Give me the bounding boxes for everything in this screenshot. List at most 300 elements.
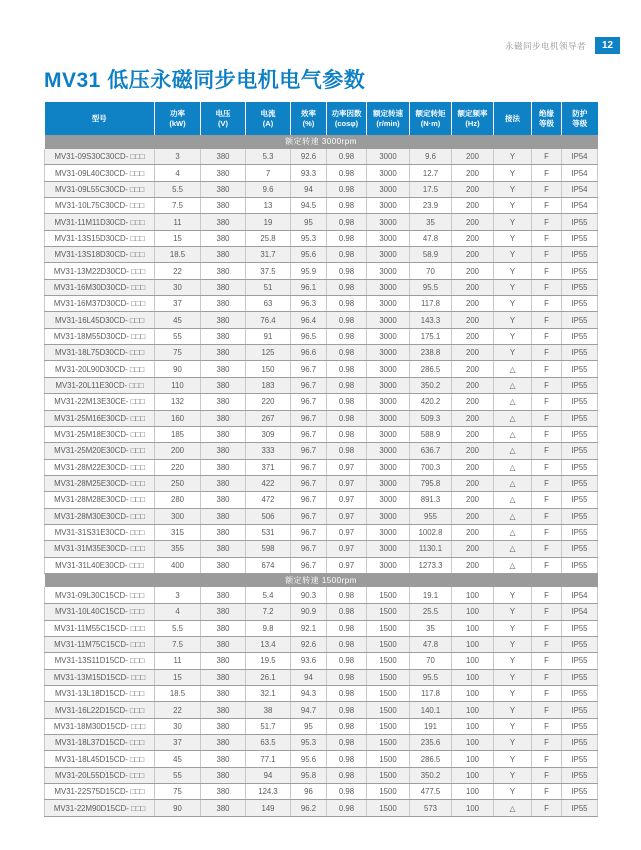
value-cell: 32.1 — [246, 686, 291, 702]
value-cell: 0.97 — [327, 459, 367, 475]
value-cell: 795.8 — [410, 475, 452, 491]
value-cell: 100 — [452, 735, 494, 751]
value-cell: 220 — [155, 459, 201, 475]
value-cell: 96.7 — [291, 361, 327, 377]
value-cell: 200 — [452, 345, 494, 361]
value-cell: 380 — [201, 669, 246, 685]
value-cell: 92.1 — [291, 620, 327, 636]
value-cell: 15 — [155, 669, 201, 685]
value-cell: 51 — [246, 279, 291, 295]
value-cell: △ — [494, 426, 532, 442]
value-cell: 380 — [201, 718, 246, 734]
value-cell: 477.5 — [410, 784, 452, 800]
value-cell: 96.7 — [291, 475, 327, 491]
value-cell: 150 — [246, 361, 291, 377]
value-cell: 11 — [155, 214, 201, 230]
value-cell: 380 — [201, 541, 246, 557]
value-cell: 26.1 — [246, 669, 291, 685]
value-cell: 0.98 — [327, 263, 367, 279]
value-cell: IP55 — [562, 653, 598, 669]
model-cell: MV31-16L45D30CD- □□□ — [45, 312, 155, 328]
value-cell: 96.7 — [291, 394, 327, 410]
value-cell: F — [532, 557, 562, 573]
value-cell: 1500 — [367, 702, 410, 718]
value-cell: Y — [494, 149, 532, 165]
value-cell: 220 — [246, 394, 291, 410]
value-cell: 92.6 — [291, 636, 327, 652]
value-cell: F — [532, 784, 562, 800]
value-cell: 3000 — [367, 394, 410, 410]
value-cell: F — [532, 279, 562, 295]
value-cell: Y — [494, 214, 532, 230]
value-cell: 0.98 — [327, 279, 367, 295]
value-cell: IP55 — [562, 508, 598, 524]
value-cell: 380 — [201, 604, 246, 620]
column-header-5: 效率 (%) — [291, 102, 327, 135]
value-cell: 200 — [452, 181, 494, 197]
value-cell: 3 — [155, 587, 201, 603]
value-cell: 380 — [201, 296, 246, 312]
model-cell: MV31-20L11E30CD- □□□ — [45, 377, 155, 393]
value-cell: 0.98 — [327, 296, 367, 312]
table-row — [45, 149, 598, 165]
value-cell: 92.6 — [291, 149, 327, 165]
value-cell: 1500 — [367, 735, 410, 751]
value-cell: 0.98 — [327, 587, 367, 603]
value-cell: 674 — [246, 557, 291, 573]
value-cell: 76.4 — [246, 312, 291, 328]
value-cell: 100 — [452, 784, 494, 800]
value-cell: 18.5 — [155, 686, 201, 702]
value-cell: 149 — [246, 800, 291, 816]
table-row — [45, 459, 598, 475]
value-cell: F — [532, 312, 562, 328]
column-header-12: 防护 等级 — [562, 102, 598, 135]
value-cell: 96.7 — [291, 557, 327, 573]
value-cell: 45 — [155, 751, 201, 767]
value-cell: 380 — [201, 361, 246, 377]
value-cell: Y — [494, 767, 532, 783]
value-cell: 0.97 — [327, 557, 367, 573]
value-cell: IP55 — [562, 443, 598, 459]
value-cell: 117.8 — [410, 296, 452, 312]
value-cell: 380 — [201, 394, 246, 410]
table-row — [45, 328, 598, 344]
value-cell: 280 — [155, 492, 201, 508]
value-cell: 95.3 — [291, 735, 327, 751]
value-cell: 35 — [410, 620, 452, 636]
value-cell: 0.98 — [327, 410, 367, 426]
value-cell: Y — [494, 230, 532, 246]
value-cell: 18.5 — [155, 247, 201, 263]
value-cell: Y — [494, 198, 532, 214]
value-cell: 0.98 — [327, 604, 367, 620]
value-cell: 1500 — [367, 653, 410, 669]
value-cell: 3000 — [367, 557, 410, 573]
value-cell: 3000 — [367, 263, 410, 279]
table-row — [45, 377, 598, 393]
value-cell: 1500 — [367, 800, 410, 816]
value-cell: 200 — [452, 149, 494, 165]
value-cell: 472 — [246, 492, 291, 508]
value-cell: F — [532, 751, 562, 767]
value-cell: 0.98 — [327, 394, 367, 410]
value-cell: 588.9 — [410, 426, 452, 442]
value-cell: 3000 — [367, 214, 410, 230]
value-cell: 0.97 — [327, 524, 367, 540]
model-cell: MV31-11M11D30CD- □□□ — [45, 214, 155, 230]
value-cell: 96.4 — [291, 312, 327, 328]
value-cell: 95.6 — [291, 247, 327, 263]
value-cell: 200 — [452, 541, 494, 557]
value-cell: 3 — [155, 149, 201, 165]
value-cell: 132 — [155, 394, 201, 410]
value-cell: 95 — [291, 718, 327, 734]
value-cell: 3000 — [367, 524, 410, 540]
value-cell: F — [532, 214, 562, 230]
table-row — [45, 669, 598, 685]
value-cell: 90.9 — [291, 604, 327, 620]
value-cell: 3000 — [367, 312, 410, 328]
value-cell: 380 — [201, 735, 246, 751]
model-cell: MV31-10L75C30CD- □□□ — [45, 198, 155, 214]
value-cell: 200 — [452, 524, 494, 540]
model-cell: MV31-28M28E30CD- □□□ — [45, 492, 155, 508]
value-cell: 0.98 — [327, 377, 367, 393]
value-cell: 200 — [452, 263, 494, 279]
value-cell: △ — [494, 394, 532, 410]
value-cell: 9.8 — [246, 620, 291, 636]
value-cell: 1500 — [367, 636, 410, 652]
value-cell: 5.5 — [155, 181, 201, 197]
table-row — [45, 279, 598, 295]
column-header-8: 额定转矩 (N·m) — [410, 102, 452, 135]
model-cell: MV31-11M55C15CD- □□□ — [45, 620, 155, 636]
value-cell: 3000 — [367, 410, 410, 426]
value-cell: IP55 — [562, 686, 598, 702]
value-cell: 13.4 — [246, 636, 291, 652]
column-header-6: 功率因数 (cosφ) — [327, 102, 367, 135]
value-cell: 380 — [201, 800, 246, 816]
model-cell: MV31-28M22E30CD- □□□ — [45, 459, 155, 475]
value-cell: 0.98 — [327, 669, 367, 685]
value-cell: 380 — [201, 459, 246, 475]
value-cell: 70 — [410, 263, 452, 279]
table-row — [45, 800, 598, 816]
value-cell: △ — [494, 443, 532, 459]
value-cell: 1500 — [367, 784, 410, 800]
table-header — [45, 102, 598, 135]
value-cell: 0.98 — [327, 165, 367, 181]
value-cell: 93.6 — [291, 653, 327, 669]
value-cell: IP55 — [562, 328, 598, 344]
value-cell: 22 — [155, 263, 201, 279]
value-cell: 350.2 — [410, 377, 452, 393]
value-cell: 200 — [452, 443, 494, 459]
value-cell: F — [532, 620, 562, 636]
value-cell: 124.3 — [246, 784, 291, 800]
table-row — [45, 541, 598, 557]
value-cell: Y — [494, 604, 532, 620]
value-cell: 91 — [246, 328, 291, 344]
value-cell: 200 — [452, 557, 494, 573]
value-cell: 200 — [452, 377, 494, 393]
value-cell: IP55 — [562, 557, 598, 573]
value-cell: 200 — [452, 475, 494, 491]
table-row — [45, 653, 598, 669]
value-cell: 47.8 — [410, 636, 452, 652]
value-cell: IP54 — [562, 198, 598, 214]
value-cell: IP55 — [562, 426, 598, 442]
value-cell: 117.8 — [410, 686, 452, 702]
value-cell: 3000 — [367, 198, 410, 214]
value-cell: 3000 — [367, 181, 410, 197]
value-cell: 12.7 — [410, 165, 452, 181]
value-cell: 5.4 — [246, 587, 291, 603]
value-cell: 1273.3 — [410, 557, 452, 573]
value-cell: IP54 — [562, 165, 598, 181]
value-cell: 160 — [155, 410, 201, 426]
column-header-10: 接法 — [494, 102, 532, 135]
value-cell: 0.98 — [327, 345, 367, 361]
model-cell: MV31-13S18D30CD- □□□ — [45, 247, 155, 263]
value-cell: 380 — [201, 263, 246, 279]
value-cell: Y — [494, 669, 532, 685]
value-cell: Y — [494, 784, 532, 800]
value-cell: 350.2 — [410, 767, 452, 783]
value-cell: 573 — [410, 800, 452, 816]
table-row — [45, 587, 598, 603]
value-cell: 58.9 — [410, 247, 452, 263]
value-cell: 3000 — [367, 541, 410, 557]
table-row — [45, 620, 598, 636]
value-cell: 94.5 — [291, 198, 327, 214]
value-cell: 380 — [201, 443, 246, 459]
value-cell: 200 — [452, 426, 494, 442]
table-row — [45, 230, 598, 246]
value-cell: Y — [494, 263, 532, 279]
value-cell: 380 — [201, 524, 246, 540]
value-cell: △ — [494, 800, 532, 816]
table-row — [45, 394, 598, 410]
value-cell: 47.8 — [410, 230, 452, 246]
model-cell: MV31-18M55D30CD- □□□ — [45, 328, 155, 344]
value-cell: 0.98 — [327, 198, 367, 214]
value-cell: 200 — [452, 328, 494, 344]
value-cell: Y — [494, 247, 532, 263]
table-row — [45, 718, 598, 734]
value-cell: 0.98 — [327, 784, 367, 800]
value-cell: 333 — [246, 443, 291, 459]
value-cell: 3000 — [367, 475, 410, 491]
value-cell: IP54 — [562, 604, 598, 620]
value-cell: 300 — [155, 508, 201, 524]
value-cell: 37 — [155, 296, 201, 312]
model-cell: MV31-25M20E30CD- □□□ — [45, 443, 155, 459]
value-cell: F — [532, 604, 562, 620]
table-row — [45, 312, 598, 328]
value-cell: Y — [494, 718, 532, 734]
value-cell: F — [532, 410, 562, 426]
value-cell: 11 — [155, 653, 201, 669]
model-cell: MV31-20L55D15CD- □□□ — [45, 767, 155, 783]
value-cell: 0.98 — [327, 230, 367, 246]
value-cell: 286.5 — [410, 361, 452, 377]
value-cell: 3000 — [367, 443, 410, 459]
value-cell: IP55 — [562, 263, 598, 279]
value-cell: 0.98 — [327, 247, 367, 263]
model-cell: MV31-16M30D30CD- □□□ — [45, 279, 155, 295]
value-cell: F — [532, 394, 562, 410]
value-cell: F — [532, 800, 562, 816]
value-cell: F — [532, 686, 562, 702]
value-cell: F — [532, 361, 562, 377]
value-cell: 100 — [452, 669, 494, 685]
table-row — [45, 751, 598, 767]
page-header — [0, 37, 620, 54]
value-cell: Y — [494, 686, 532, 702]
value-cell: 380 — [201, 751, 246, 767]
value-cell: 1500 — [367, 767, 410, 783]
value-cell: 77.1 — [246, 751, 291, 767]
value-cell: 200 — [452, 230, 494, 246]
value-cell: 100 — [452, 751, 494, 767]
value-cell: 200 — [452, 410, 494, 426]
value-cell: 0.98 — [327, 751, 367, 767]
value-cell: 100 — [452, 702, 494, 718]
value-cell: 110 — [155, 377, 201, 393]
value-cell: 380 — [201, 328, 246, 344]
value-cell: F — [532, 328, 562, 344]
value-cell: 3000 — [367, 492, 410, 508]
value-cell: 380 — [201, 198, 246, 214]
value-cell: 55 — [155, 767, 201, 783]
model-cell: MV31-09S30C30CD- □□□ — [45, 149, 155, 165]
value-cell: IP54 — [562, 587, 598, 603]
value-cell: 0.97 — [327, 508, 367, 524]
value-cell: 0.98 — [327, 149, 367, 165]
value-cell: 238.8 — [410, 345, 452, 361]
value-cell: 95.8 — [291, 767, 327, 783]
value-cell: 0.97 — [327, 541, 367, 557]
value-cell: 70 — [410, 653, 452, 669]
value-cell: F — [532, 541, 562, 557]
value-cell: 15 — [155, 230, 201, 246]
value-cell: 380 — [201, 492, 246, 508]
value-cell: 22 — [155, 702, 201, 718]
value-cell: 380 — [201, 557, 246, 573]
value-cell: 422 — [246, 475, 291, 491]
value-cell: 0.98 — [327, 181, 367, 197]
value-cell: 0.98 — [327, 636, 367, 652]
table-row — [45, 198, 598, 214]
value-cell: 200 — [452, 247, 494, 263]
value-cell: △ — [494, 475, 532, 491]
value-cell: 509.3 — [410, 410, 452, 426]
model-cell: MV31-09L40C30CD- □□□ — [45, 165, 155, 181]
value-cell: 55 — [155, 328, 201, 344]
value-cell: Y — [494, 636, 532, 652]
model-cell: MV31-13S11D15CD- □□□ — [45, 653, 155, 669]
value-cell: 531 — [246, 524, 291, 540]
table-row — [45, 263, 598, 279]
value-cell: F — [532, 475, 562, 491]
value-cell: 200 — [452, 508, 494, 524]
value-cell: 0.98 — [327, 361, 367, 377]
value-cell: Y — [494, 620, 532, 636]
value-cell: △ — [494, 557, 532, 573]
model-cell: MV31-09L55C30CD- □□□ — [45, 181, 155, 197]
model-cell: MV31-25M16E30CD- □□□ — [45, 410, 155, 426]
value-cell: 3000 — [367, 165, 410, 181]
table-row — [45, 784, 598, 800]
model-cell: MV31-11M75C15CD- □□□ — [45, 636, 155, 652]
value-cell: 3000 — [367, 377, 410, 393]
model-cell: MV31-22M13E30CE- □□□ — [45, 394, 155, 410]
value-cell: 200 — [155, 443, 201, 459]
value-cell: 5.3 — [246, 149, 291, 165]
table-row — [45, 410, 598, 426]
value-cell: 140.1 — [410, 702, 452, 718]
value-cell: 0.97 — [327, 475, 367, 491]
value-cell: 3000 — [367, 328, 410, 344]
value-cell: 191 — [410, 718, 452, 734]
model-cell: MV31-13L18D15CD- □□□ — [45, 686, 155, 702]
value-cell: F — [532, 230, 562, 246]
value-cell: IP55 — [562, 800, 598, 816]
value-cell: F — [532, 587, 562, 603]
value-cell: IP55 — [562, 735, 598, 751]
table-row — [45, 361, 598, 377]
value-cell: 1002.8 — [410, 524, 452, 540]
value-cell: 200 — [452, 492, 494, 508]
value-cell: F — [532, 524, 562, 540]
value-cell: 95.6 — [291, 751, 327, 767]
value-cell: 30 — [155, 718, 201, 734]
value-cell: 380 — [201, 247, 246, 263]
value-cell: 1500 — [367, 669, 410, 685]
value-cell: 200 — [452, 198, 494, 214]
value-cell: 96.7 — [291, 541, 327, 557]
value-cell: 0.98 — [327, 312, 367, 328]
value-cell: 95.5 — [410, 669, 452, 685]
value-cell: IP55 — [562, 377, 598, 393]
value-cell: 955 — [410, 508, 452, 524]
value-cell: 95.3 — [291, 230, 327, 246]
value-cell: △ — [494, 492, 532, 508]
value-cell: 0.98 — [327, 653, 367, 669]
value-cell: 636.7 — [410, 443, 452, 459]
value-cell: 94 — [246, 767, 291, 783]
value-cell: 38 — [246, 702, 291, 718]
value-cell: 3000 — [367, 361, 410, 377]
value-cell: 96.6 — [291, 345, 327, 361]
value-cell: IP55 — [562, 541, 598, 557]
value-cell: 3000 — [367, 247, 410, 263]
value-cell: 63 — [246, 296, 291, 312]
section-label: 额定转速 1500rpm — [45, 573, 598, 587]
value-cell: Y — [494, 702, 532, 718]
value-cell: IP55 — [562, 669, 598, 685]
value-cell: 96.7 — [291, 377, 327, 393]
value-cell: F — [532, 377, 562, 393]
value-cell: 96.7 — [291, 426, 327, 442]
value-cell: 96.7 — [291, 443, 327, 459]
value-cell: 96.2 — [291, 800, 327, 816]
value-cell: 380 — [201, 653, 246, 669]
value-cell: 96.5 — [291, 328, 327, 344]
value-cell: 380 — [201, 702, 246, 718]
